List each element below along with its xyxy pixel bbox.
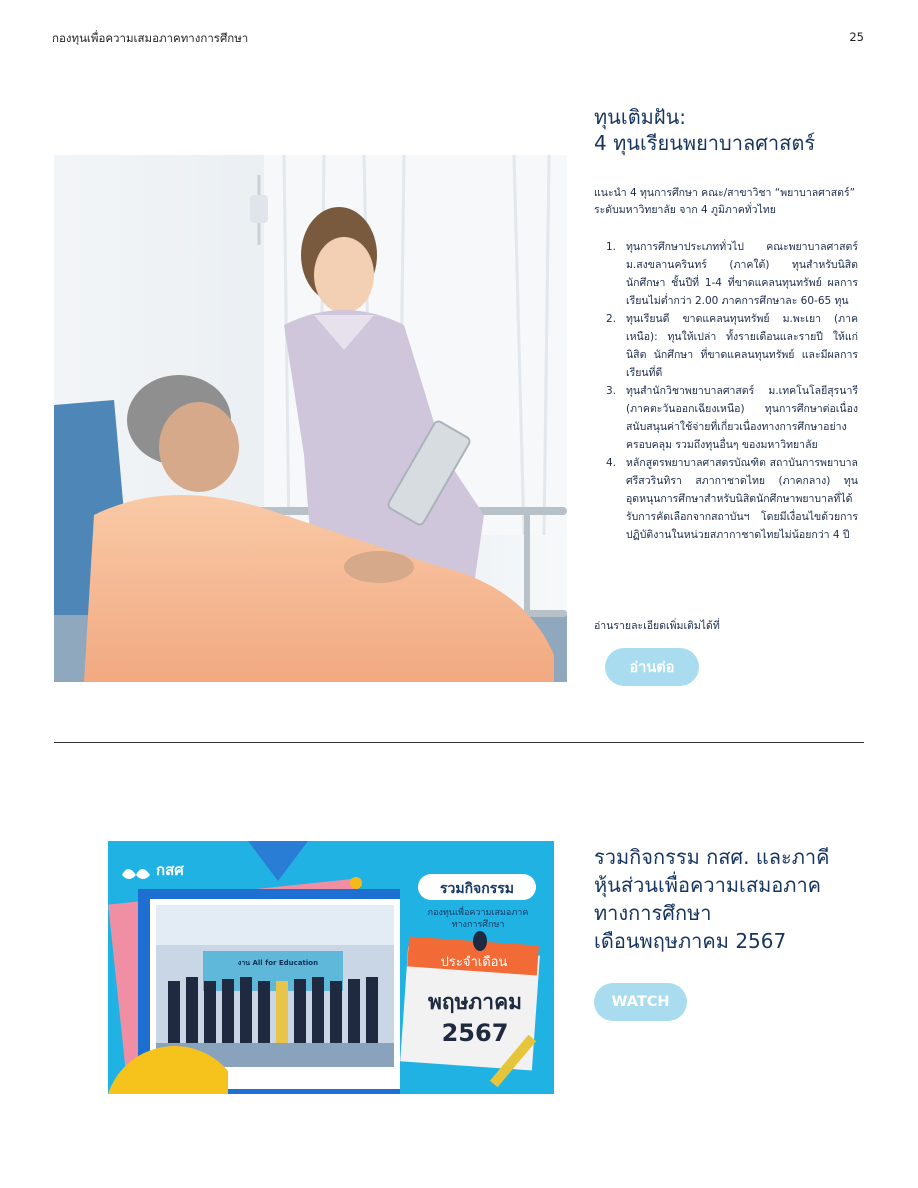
activity-banner[interactable] bbox=[108, 841, 554, 1094]
banner-sub-line2: ทางการศึกษา bbox=[451, 920, 505, 930]
header-org-name: กองทุนเพื่อความเสมอภาคทางการศึกษา bbox=[52, 31, 249, 45]
banner-month: พฤษภาคม bbox=[428, 990, 522, 1014]
nurse-patient-photo bbox=[54, 155, 567, 682]
activity-title-line: เดือนพฤษภาคม 2567 bbox=[594, 929, 787, 953]
page-number: 25 bbox=[849, 30, 864, 44]
list-number: 4. bbox=[606, 457, 617, 469]
article-title bbox=[594, 104, 884, 156]
watch-button[interactable]: WATCH bbox=[594, 983, 687, 1021]
banner-heading: รวมกิจกรรม bbox=[439, 881, 515, 897]
list-text: ทุนการศึกษาประเภททั่วไป คณะพยาบาลศาสตร์ ม.สงขลานครินทร์ (ภาคใต้) ทุนสำหรับนิสิต นักศึกษา ชั้นปีที่ 1-4 ที่ขาดแคลนทุนทรัพย์ ผลการเรียนไม่ต่ำกว่า 2.00 ภาคการศึกษาละ 60-65 ทุน bbox=[626, 241, 858, 307]
list-item bbox=[606, 382, 858, 454]
article-title-line1: ทุนเติมฝัน: bbox=[594, 105, 686, 129]
section-divider bbox=[54, 742, 864, 743]
activity-title bbox=[594, 843, 864, 955]
banner-sub-line1: กองทุนเพื่อความเสมอภาค bbox=[427, 908, 529, 918]
list-text: ทุนสำนักวิชาพยาบาลศาสตร์ ม.เทคโนโลยีสุรนารี (ภาคตะวันออกเฉียงเหนือ) ทุนการศึกษาต่อเนื่อง สนับสนุนค่าใช้จ่ายที่เกี่ยวเนื่องทางการศึกษาอย่างครอบคลุม รวมถึงทุนอื่นๆ ของมหาวิทยาลัย bbox=[626, 385, 858, 451]
banner-event-text: งาน All for Education bbox=[237, 959, 319, 967]
activity-title-line: รวมกิจกรรม กสศ. และภาคี bbox=[594, 845, 830, 869]
banner-year: 2567 bbox=[441, 1019, 509, 1047]
read-more-button[interactable]: อ่านต่อ bbox=[605, 648, 699, 686]
list-number: 2. bbox=[606, 313, 617, 325]
list-number: 1. bbox=[606, 241, 617, 253]
banner-calendar-top: ประจำเดือน bbox=[440, 955, 508, 970]
scholarship-list bbox=[606, 238, 858, 544]
article-title-line2: 4 ทุนเรียนพยาบาลศาสตร์ bbox=[594, 131, 816, 155]
list-item bbox=[606, 310, 858, 382]
article-intro: แนะนำ 4 ทุนการศึกษา คณะ/สาขาวิชา “พยาบาลศาสตร์” ระดับมหาวิทยาลัย จาก 4 ภูมิภาคทั่วไทย bbox=[594, 187, 856, 216]
read-more-text: อ่านรายละเอียดเพิ่มเติมได้ที่ bbox=[594, 620, 720, 632]
activity-title-line: หุ้นส่วนเพื่อความเสมอภาค bbox=[594, 873, 822, 897]
list-item bbox=[606, 238, 858, 310]
list-text: หลักสูตรพยาบาลศาสตรบัณฑิต สถาบันการพยาบาลศรีสวรินทิรา สภากาชาดไทย (ภาคกลาง) ทุนอุดหนุนการศึกษาสำหรับนิสิตนักศึกษาพยาบาลที่ได้รับการคัดเลือกจากสถาบันฯ โดยมีเงื่อนไขด้วยการปฏิบัติงานในหน่วยสภากาชาดไทยไม่น้อยกว่า 4 ปี bbox=[626, 457, 858, 541]
banner-logo-text: กสศ bbox=[156, 861, 184, 879]
list-item bbox=[606, 454, 858, 544]
list-text: ทุนเรียนดี ขาดแคลนทุนทรัพย์ ม.พะเยา (ภาคเหนือ): ทุนให้เปล่า ทั้งรายเดือนและรายปี ให้แก่นิสิต นักศึกษา ที่ขาดแคลนทุนทรัพย์ และมีผลการเรียนที่ดี bbox=[626, 313, 858, 379]
activity-title-line: ทางการศึกษา bbox=[594, 901, 712, 925]
list-number: 3. bbox=[606, 385, 617, 397]
